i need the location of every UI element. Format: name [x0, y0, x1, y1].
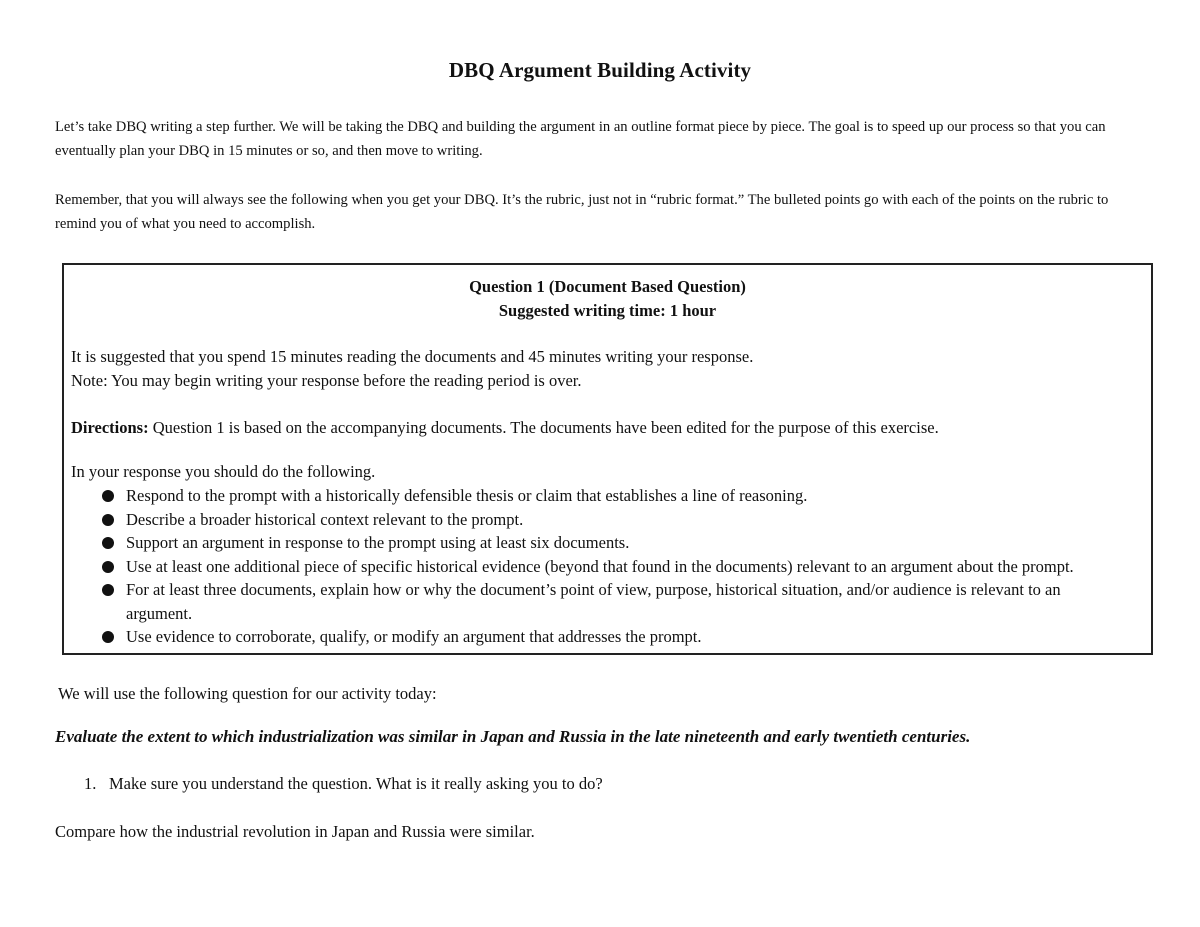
reminder-paragraph: Remember, that you will always see the following when you get your DBQ. It’s the rubric, just not in “rubric format.” The bulleted points go with each of the points on the rubric to remind you of what you need to accomplish. [55, 192, 1109, 232]
bullet-icon [102, 584, 114, 596]
rubric-bullet-list [64, 484, 1151, 649]
bullet-icon [102, 514, 114, 526]
list-item [64, 484, 1151, 508]
list-item [64, 625, 1151, 649]
bullet-text: Describe a broader historical context relevant to the prompt. [126, 509, 524, 529]
rubric-list-intro: In your response you should do the following. [71, 462, 376, 481]
rubric-heading [64, 275, 1151, 323]
activity-intro: We will use the following question for our activity today: [58, 684, 437, 703]
directions-text: Question 1 is based on the accompanying documents. The documents have been edited for the purpose of this exercise. [148, 418, 939, 437]
bullet-icon [102, 561, 114, 573]
bullet-text: Support an argument in response to the prompt using at least six documents. [126, 533, 630, 552]
list-item [64, 508, 1151, 532]
bullet-text: Use at least one additional piece of specific historical evidence (beyond that found in the documents) relevant to an argument about the prompt. [126, 556, 1074, 576]
bullet-text: Use evidence to corroborate, qualify, or modify an argument that addresses the prompt. [126, 627, 702, 646]
intro-paragraph: Let’s take DBQ writing a step further. We will be taking the DBQ and building the argument in an outline format piece by piece. The goal is to speed up our process so that you can eventually plan your DBQ in 15 minutes or so, and then move to writing. [55, 119, 1106, 159]
bullet-icon [102, 631, 114, 643]
list-item [64, 578, 1151, 625]
rubric-heading-question: Question 1 (Document Based Question) [469, 277, 746, 296]
rubric-heading-time: Suggested writing time: 1 hour [498, 301, 717, 320]
bullet-text: For at least three documents, explain how or why the document’s point of view, purpose, historical situation, and/or audience is relevant to an argument. [126, 580, 1061, 623]
rubric-time-note: It is suggested that you spend 15 minutes reading the documents and 45 minutes writing your response. [71, 347, 754, 366]
list-item [64, 531, 1151, 555]
directions-label: Directions: [71, 418, 149, 437]
step-text: Make sure you understand the question. What is it really asking you to do? [109, 774, 603, 793]
list-item [64, 555, 1151, 579]
rubric-note: Note: You may begin writing your response before the reading period is over. [71, 371, 582, 390]
numbered-step [84, 772, 603, 796]
step-number: 1. [84, 774, 97, 793]
bullet-icon [102, 537, 114, 549]
dbq-prompt: Evaluate the extent to which industrialization was similar in Japan and Russia in the late nineteenth and early twentieth centuries. [55, 727, 971, 746]
bullet-text: Respond to the prompt with a historically defensible thesis or claim that establishes a line of reasoning. [126, 486, 808, 505]
rubric-box [62, 263, 1153, 655]
bullet-icon [102, 490, 114, 502]
page-title: DBQ Argument Building Activity [448, 58, 752, 82]
rubric-directions [71, 416, 1146, 440]
answer-text: Compare how the industrial revolution in Japan and Russia were similar. [55, 822, 535, 841]
